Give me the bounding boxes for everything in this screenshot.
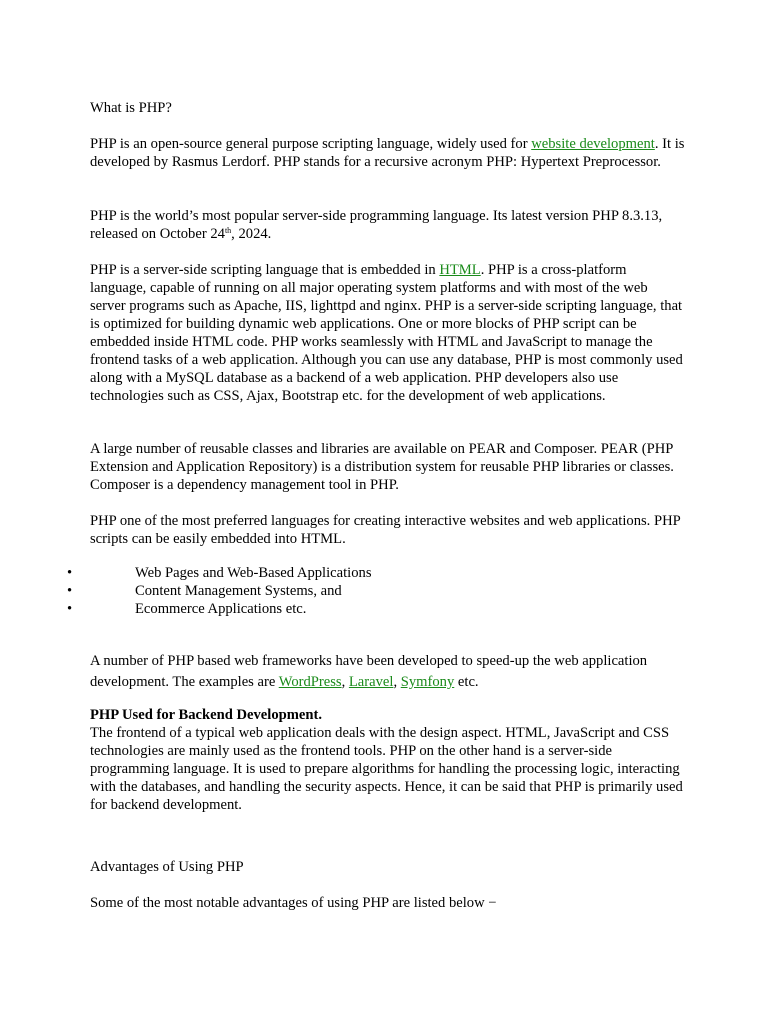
paragraph-popularity bbox=[90, 207, 686, 243]
list-item bbox=[0, 582, 700, 600]
paragraph-pear-composer: A large number of reusable classes and libraries are available on PEAR and Composer. PEAR (PHP Extension and Application Repository) is a distribution system for reusable PHP libraries or classes. Composer is a dependency management tool in PHP. bbox=[90, 441, 674, 493]
list-item-label: Ecommerce Applications etc. bbox=[135, 601, 307, 617]
backend-section-title: PHP Used for Backend Development. bbox=[90, 707, 323, 723]
paragraph-server-side-text-b: . PHP is a cross-platform language, capable of running on all major operating system platforms and with most of the web server programs such as Apache, IIS, lighttpd and nginx. PHP is a server-side scripting language, that is optimized for building dynamic web applications. One or more blocks of PHP script can be embedded inside HTML code. PHP works seamlessly with HTML and JavaScript to manage the frontend tasks of a web application. Although you can use any database, PHP is most commonly used along with a MySQL database as a backend of a web application. PHP developers also use technologies such as CSS, Ajax, Bootstrap etc. for the development of web applications. bbox=[90, 262, 683, 404]
heading-what-is-php: What is PHP? bbox=[90, 100, 172, 116]
link-html[interactable]: HTML bbox=[439, 262, 481, 278]
list-item-label: Web Pages and Web-Based Applications bbox=[135, 565, 372, 581]
link-separator: , bbox=[341, 674, 349, 690]
list-item-label: Content Management Systems, and bbox=[135, 583, 342, 599]
backend-section-body: The frontend of a typical web application deals with the design aspect. HTML, JavaScript and CSS technologies are mainly used as the frontend tools. PHP on the other hand is a server-side programming language. It is used to prepare algorithms for handling the processing logic, interacting with the databases, and handling the security aspects. Hence, it can be said that PHP is primarily used for backend development. bbox=[90, 725, 683, 813]
ordinal-superscript: th bbox=[224, 226, 232, 235]
bullet-list-uses bbox=[0, 564, 700, 618]
bullet-icon: • bbox=[67, 565, 73, 581]
list-item bbox=[0, 564, 700, 582]
section-backend bbox=[90, 706, 686, 814]
paragraph-frameworks-text-a: A number of PHP based web frameworks have been developed to speed-up the web application development. The examples are bbox=[90, 653, 648, 690]
link-wordpress[interactable]: WordPress bbox=[278, 674, 342, 690]
paragraph-intro-text-a: PHP is an open-source general purpose scripting language, widely used for bbox=[90, 136, 532, 152]
bullet-icon: • bbox=[67, 601, 73, 617]
paragraph-preferred: PHP one of the most preferred languages for creating interactive websites and web applications. PHP scripts can be easily embedded into HTML. bbox=[90, 513, 681, 547]
bullet-icon: • bbox=[67, 583, 73, 599]
paragraph-frameworks bbox=[90, 651, 686, 693]
paragraph-frameworks-text-b: etc. bbox=[454, 674, 479, 690]
paragraph-popularity-text-b: , 2024. bbox=[231, 226, 272, 242]
list-item bbox=[0, 600, 700, 618]
paragraph-server-side bbox=[90, 261, 686, 405]
link-separator: , bbox=[393, 674, 401, 690]
paragraph-advantages-intro: Some of the most notable advantages of using PHP are listed below − bbox=[90, 895, 497, 911]
paragraph-server-side-text-a: PHP is a server-side scripting language that is embedded in bbox=[90, 262, 440, 278]
paragraph-frameworks-text bbox=[90, 651, 686, 693]
link-laravel[interactable]: Laravel bbox=[348, 674, 394, 690]
paragraph-popularity-text-a: PHP is the world’s most popular server-side programming language. Its latest version PHP 8.3.13, released on October 24 bbox=[90, 208, 663, 242]
link-website-development[interactable]: website development bbox=[531, 136, 655, 152]
paragraph-intro bbox=[90, 135, 686, 171]
paragraph-intro-text-b: . It is developed by Rasmus Lerdorf. PHP stands for a recursive acronym PHP: Hypertext Preprocessor. bbox=[90, 136, 685, 170]
heading-advantages: Advantages of Using PHP bbox=[90, 859, 244, 875]
link-symfony[interactable]: Symfony bbox=[400, 674, 455, 690]
